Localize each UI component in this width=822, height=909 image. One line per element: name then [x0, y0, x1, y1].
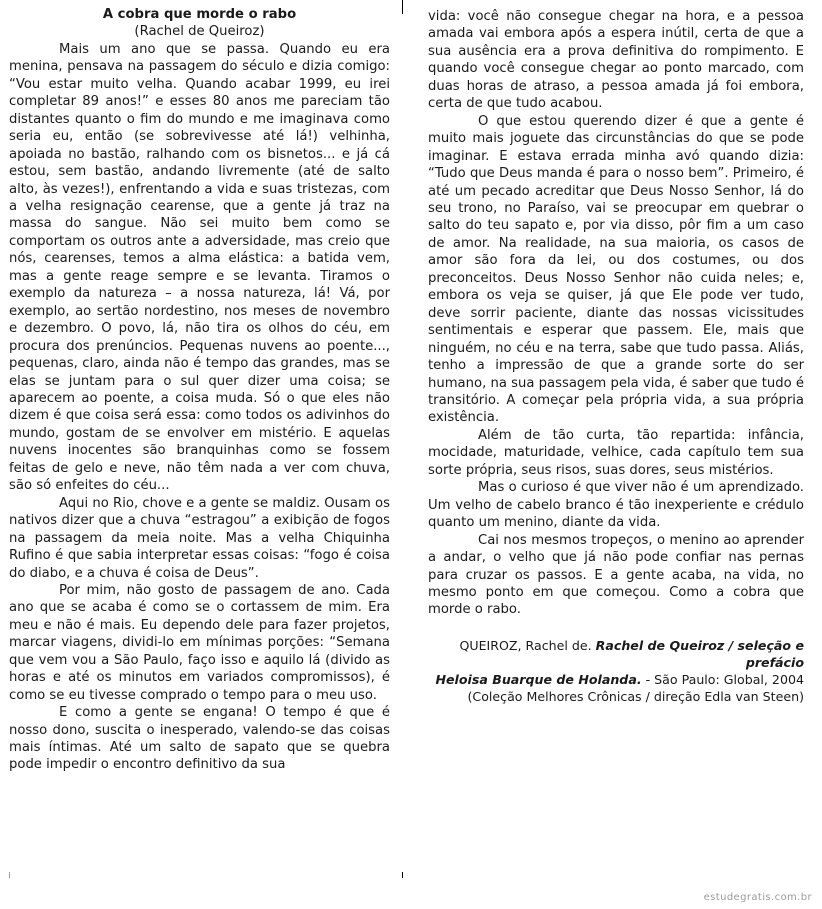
- paragraph: Aqui no Rio, chove e a gente se maldiz. Ousam os nativos dizer que a chuva “estragou” a exibição de fogos na passagem da meia noite. Mas a velha Chiquinha Rufino é que sabia interpretar essas coisas: “fogo é coisa do diabo, e a chuva é coisa de Deus”.: [9, 495, 390, 581]
- left-margin-mark: [9, 872, 10, 878]
- column-divider-bottom: [402, 872, 403, 878]
- paragraph: Mais um ano que se passa. Quando eu era menina, pensava na passagem do século e dizia comigo: “Vou estar muito velha. Quando acabar 1999, eu irei completar 89 anos!” e esses 80 anos me pareciam tão distantes quanto o fim do mundo e me imaginava como seria eu, então (se sobrevivesse até lá!) velhinha, apoiada no bastão, ralhando com os bisnetos... e já cá estou, sem bastão, andando livremente (até de salto alto, às vezes!), enfrentando a vida e suas tristezas, com a velha resignação cearense, que a gente já traz na massa do sangue. Não sei muito bem como se comportam os outros ante a adversidade, mas creio que nós, cearenses, temos a alma elástica: a batida vem, mas a gente reage sempre e se levanta. Tiramos o exemplo da natureza – a nossa natureza, lá! Vá, por exemplo, ao sertão nordestino, nos meses de novembro e dezembro. O povo, lá, não tira os olhos do céu, em procura dos prenúncios. Pequenas nuvens ao poente..., pequenas, claro, ainda não é tempo das grandes, mas se elas se juntam para o sul quer dizer uma coisa; se aparecem ao poente, a coisa muda. Só o que eles não dizem é que coisa será essa: como todos os adivinhos do mundo, gostam de se envolver em mistério. E aquelas nuvens inocentes são branquinhas como se fossem feitas de gelo e neve, não têm nada a ver com chuva, são só enfeites do céu...: [9, 41, 390, 494]
- reference-line-1: [428, 637, 804, 671]
- paragraph: Por mim, não gosto de passagem de ano. Cada ano que se acaba é como se o cortassem de mim. Era meu e não é mais. Eu dependo dele para fazer projetos, marcar viagens, dividi-lo em mínimas porções: “Semana que vem vou a São Paulo, faço isso e aquilo lá (divido as horas e até os minutos em variados compromissos), é como se eu tivesse comprado o tempo para o meu uso.: [9, 582, 390, 703]
- paragraph: Cai nos mesmos tropeços, o menino ao aprender a andar, o velho que já não pode confiar nas pernas para cruzar os passos. E a gente acaba, na vida, no mesmo ponto em que começou. Como a cobra que morde o rabo.: [428, 532, 804, 618]
- reference-prefix: QUEIROZ, Rachel de.: [459, 637, 596, 653]
- reference-collection: (Coleção Melhores Crônicas / direção Edla van Steen): [467, 688, 804, 704]
- paragraph: O que estou querendo dizer é que a gente é muito mais joguete das circunstâncias do que se pode imaginar. E estava errada minha avó quando dizia: “Tudo que Deus manda é para o nosso bem”. Primeiro, é até um pecado acreditar que Deus Nosso Senhor, lá do seu trono, no Paraíso, vai se preocupar em quebrar o salto do teu sapato e, por via disso, pôr fim a um caso de amor. Na realidade, na sua maioria, os casos de amor são fora da lei, ou dos costumes, ou dos preconceitos. Deus Nosso Senhor não cuida neles; e, embora os veja se quiser, já que Ele pode ver tudo, deve sorrir paciente, diante das nossas vicissitudes sentimentais e esperar que passem. Ele, mais que ninguém, no céu e na terra, sabe que tudo passa. Aliás, tenho a impressão de que a grande sorte do ser humano, na sua passagem pela vida, é saber que tudo é transitório. A começar pela própria vida, a sua própria existência.: [428, 113, 804, 426]
- paragraph: E como a gente se engana! O tempo é que é nosso dono, suscita o inesperado, valendo-se das coisas mais íntimas. Até um salto de sapato que se quebra pode impedir o encontro definitivo da sua: [9, 705, 390, 773]
- left-column: [9, 6, 390, 774]
- reference-editor: Heloisa Buarque de Holanda.: [435, 671, 642, 687]
- paragraph-continuation: vida: você não consegue chegar na hora, e a pessoa amada vai embora após a espera inútil, certa de que a sua ausência era a prova definitiva do rompimento. E quando você consegue chegar ao ponto marcado, com duas horas de atraso, a pessoa amada já foi embora, certa de que tudo acabou.: [428, 9, 804, 112]
- bibliographic-reference: [428, 637, 804, 705]
- paragraph: Além de tão curta, tão repartida: infância, mocidade, maturidade, velhice, cada capítulo tem sua sorte própria, seus risos, suas dores, seus mistérios.: [428, 427, 804, 478]
- reference-publisher: - São Paulo: Global, 2004: [641, 671, 804, 687]
- column-divider-top: [402, 0, 403, 14]
- article-title: A cobra que morde o rabo: [102, 7, 297, 22]
- paragraph: Mas o curioso é que viver não é um aprendizado. Um velho de cabelo branco é tão inexperiente e crédulo quanto um menino, diante da vida.: [428, 480, 804, 531]
- right-column: [428, 8, 804, 705]
- reference-line-2: [428, 671, 804, 688]
- site-watermark: estudegratis.com.br: [703, 892, 812, 903]
- reference-work-title: Rachel de Queiroz / seleção e prefácio: [595, 637, 804, 670]
- article-author: (Rachel de Queiroz): [134, 24, 265, 40]
